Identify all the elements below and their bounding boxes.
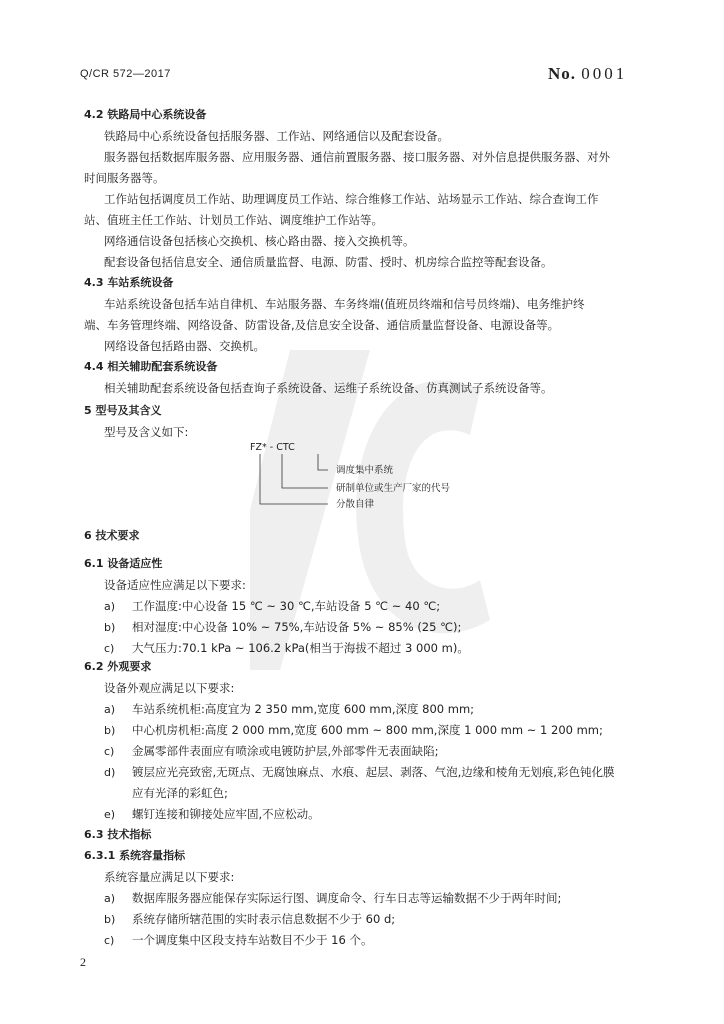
list-marker: b) — [104, 724, 116, 737]
section-6-heading: 6 技术要求 — [84, 529, 140, 542]
section-6-2-heading: 6.2 外观要求 — [84, 660, 152, 673]
section-4-4-heading: 4.4 相关辅助配套系统设备 — [84, 360, 218, 373]
paragraph-cont: 端、车务管理终端、网络设备、防雷设备,及信息安全设备、通信质量监督设备、电源设备等。 — [84, 318, 560, 332]
label-dispatch-system: 调度集中系统 — [336, 465, 394, 476]
paragraph: 配套设备包括信息安全、通信质量监督、电源、防雷、授时、机房综合监控等配套设备。 — [104, 255, 553, 269]
list-item: 大气压力:70.1 kPa ~ 106.2 kPa(相当于海拔不超过 3 000 m)。 — [132, 641, 469, 655]
label-distributed-autonomy: 分散自律 — [336, 499, 375, 510]
list-marker: b) — [104, 621, 116, 634]
standard-code: Q/CR 572—2017 — [80, 68, 171, 80]
list-marker: c) — [104, 642, 115, 655]
paragraph: 网络设备包括路由器、交换机。 — [104, 339, 265, 353]
list-marker: a) — [104, 892, 116, 905]
paragraph: 网络通信设备包括核心交换机、核心路由器、接入交换机等。 — [104, 234, 415, 248]
list-item: 车站系统机柜:高度宜为 2 350 mm,宽度 600 mm,深度 800 mm; — [132, 702, 475, 716]
model-designation-diagram — [240, 436, 500, 516]
paragraph: 系统容量应满足以下要求: — [104, 870, 235, 884]
list-item: 镀层应光亮致密,无斑点、无腐蚀麻点、水痕、起层、剥落、气泡,边缘和棱角无划痕,彩色钝化膜 — [132, 765, 615, 779]
list-marker: c) — [104, 934, 115, 947]
label-manufacturer-code: 研制单位或生产厂家的代号 — [336, 483, 451, 494]
paragraph: 型号及含义如下: — [104, 425, 189, 439]
page-number: 2 — [80, 955, 86, 969]
section-6-1-heading: 6.1 设备适应性 — [84, 557, 163, 570]
section-4-2-heading: 4.2 铁路局中心系统设备 — [84, 108, 207, 121]
paragraph: 相关辅助配套系统设备包括查询子系统设备、运维子系统设备、仿真测试子系统设备等。 — [104, 381, 553, 395]
paragraph: 铁路局中心系统设备包括服务器、工作站、网络通信以及配套设备。 — [104, 129, 449, 143]
section-5-heading: 5 型号及其含义 — [84, 404, 162, 417]
list-item-cont: 应有光泽的彩虹色; — [132, 786, 228, 800]
list-item: 工作温度:中心设备 15 ℃ ~ 30 ℃,车站设备 5 ℃ ~ 40 ℃; — [132, 599, 441, 613]
number-value: 0001 — [581, 64, 628, 83]
number-label: No. — [548, 64, 577, 83]
list-item: 中心机房机柜:高度 2 000 mm,宽度 600 mm ~ 800 mm,深度 1 000 mm ~ 1 200 mm; — [132, 723, 603, 737]
list-marker: a) — [104, 600, 116, 613]
section-6-3-1-heading: 6.3.1 系统容量指标 — [84, 849, 186, 862]
paragraph: 设备适应性应满足以下要求: — [104, 578, 246, 592]
list-item: 螺钉连接和铆接处应牢固,不应松动。 — [132, 807, 320, 821]
paragraph: 工作站包括调度员工作站、助理调度员工作站、综合维修工作站、站场显示工作站、综合查询工作 — [104, 192, 599, 206]
section-6-3-heading: 6.3 技术指标 — [84, 828, 152, 841]
list-marker: e) — [104, 808, 116, 821]
paragraph: 设备外观应满足以下要求: — [104, 681, 235, 695]
section-4-3-heading: 4.3 车站系统设备 — [84, 276, 174, 289]
list-item: 系统存储所辖范围的实时表示信息数据不少于 60 d; — [132, 912, 396, 926]
paragraph-cont: 时间服务器等。 — [84, 171, 165, 185]
list-marker: d) — [104, 766, 116, 779]
document-number — [548, 64, 627, 84]
list-item: 数据库服务器应能保存实际运行图、调度命令、行车日志等运输数据不少于两年时间; — [132, 891, 562, 905]
list-item: 相对湿度:中心设备 10% ~ 75%,车站设备 5% ~ 85% (25 ℃); — [132, 620, 462, 634]
list-marker: a) — [104, 703, 116, 716]
paragraph: 车站系统设备包括车站自律机、车站服务器、车务终端(值班员终端和信号员终端)、电务维护终 — [104, 297, 585, 311]
paragraph: 服务器包括数据库服务器、应用服务器、通信前置服务器、接口服务器、对外信息提供服务器、对外 — [104, 150, 610, 164]
list-marker: b) — [104, 913, 116, 926]
paragraph-cont: 站、值班主任工作站、计划员工作站、调度维护工作站等。 — [84, 213, 383, 227]
list-marker: c) — [104, 745, 115, 758]
list-item: 金属零部件表面应有喷涂或电镀防护层,外部零件无表面缺陷; — [132, 744, 439, 758]
list-item: 一个调度集中区段支持车站数目不少于 16 个。 — [132, 933, 373, 947]
model-code: FZ* - CTC — [250, 442, 295, 453]
